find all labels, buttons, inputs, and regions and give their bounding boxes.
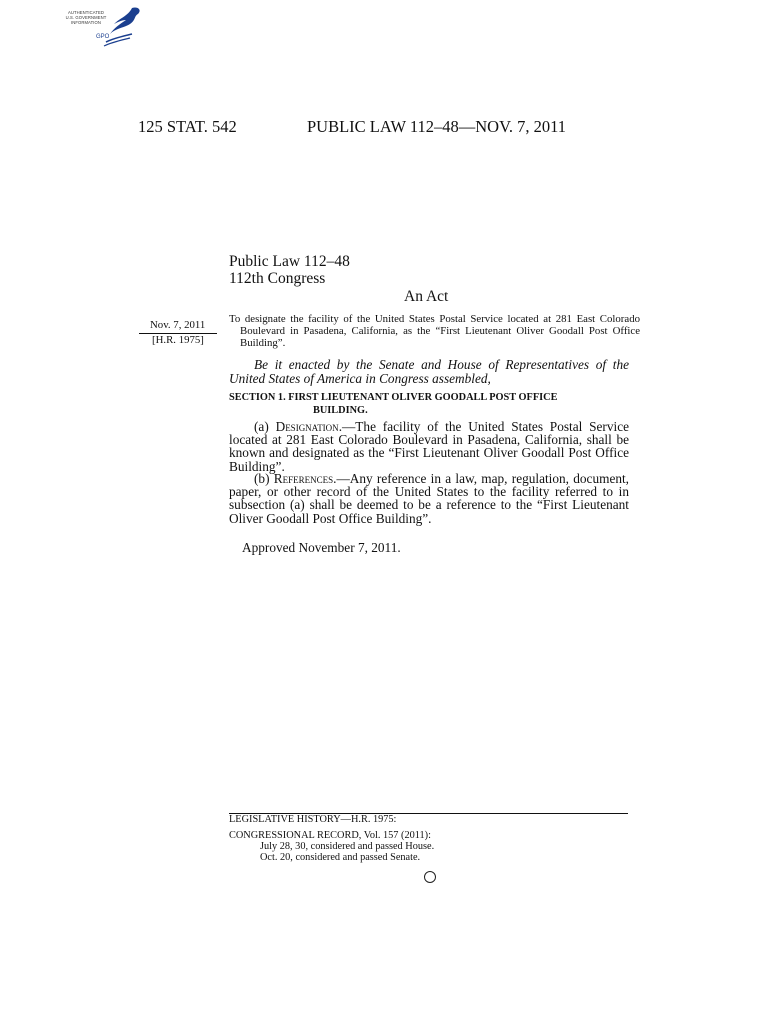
subsection-b-label: (b) R [254,471,283,486]
an-act-heading: An Act [404,288,449,305]
margin-bill-number: [H.R. 1975] [152,334,204,346]
seal-gpo-mark: GPO [96,34,110,40]
subsection-a [229,420,629,473]
statute-page-number: 125 STAT. 542 [138,117,237,136]
congress-number: 112th Congress [229,270,326,287]
history-entry: July 28, 30, considered and passed House. [260,841,435,852]
act-purpose: To designate the facility of the United States Postal Service located at 281 East Colorado Boulevard in Pasadena, California, as the “First Lieutenant Oliver Goodall Post Office Building”. [229,313,640,349]
congressional-record: CONGRESSIONAL RECORD, Vol. 157 (2011): [229,830,431,841]
legislative-history-heading: LEGISLATIVE HISTORY—H.R. 1975: [229,814,397,825]
section-heading-line2: BUILDING. [313,405,368,416]
end-mark-circle [424,871,436,883]
eagle-icon [102,4,144,48]
subsection-a-text: .—The facility of the United States Postal Service located at 281 East Colorado Boulevard in Pasadena, California, shall be known and designated as the “First Lieutenant Oliver Goodall Post Office Building”. [229,419,630,474]
public-law-number: Public Law 112–48 [229,253,350,270]
running-header-title: PUBLIC LAW 112–48—NOV. 7, 2011 [307,117,567,136]
approval-date: Approved November 7, 2011. [242,540,401,555]
section-heading [229,391,629,417]
subsection-b-caption: eferences [282,471,334,486]
seal-line: AUTHENTICATED [67,10,105,15]
margin-date: Nov. 7, 2011 [150,319,206,331]
history-entry: Oct. 20, considered and passed Senate. [260,852,421,863]
enacting-clause: Be it enacted by the Senate and House of Representatives of the United States of America in Congress assembled, [229,357,629,386]
seal-line: U.S. GOVERNMENT [65,15,107,20]
subsection-a-label: (a) D [254,419,286,434]
seal-line: INFORMATION [70,20,102,25]
section-heading-line1: SECTION 1. FIRST LIEUTENANT OLIVER GOODALL POST OFFICE [229,392,558,403]
subsection-b [229,472,629,525]
subsection-b-text: .—Any reference in a law, map, regulation, document, paper, or other record of the United States to the facility referred to in subsection (a) shall be deemed to be a reference to the “First Lieutenant Oliver Goodall Post Office Building”. [229,471,630,526]
gpo-seal [54,4,144,48]
subsection-a-caption: esignation [285,419,339,434]
